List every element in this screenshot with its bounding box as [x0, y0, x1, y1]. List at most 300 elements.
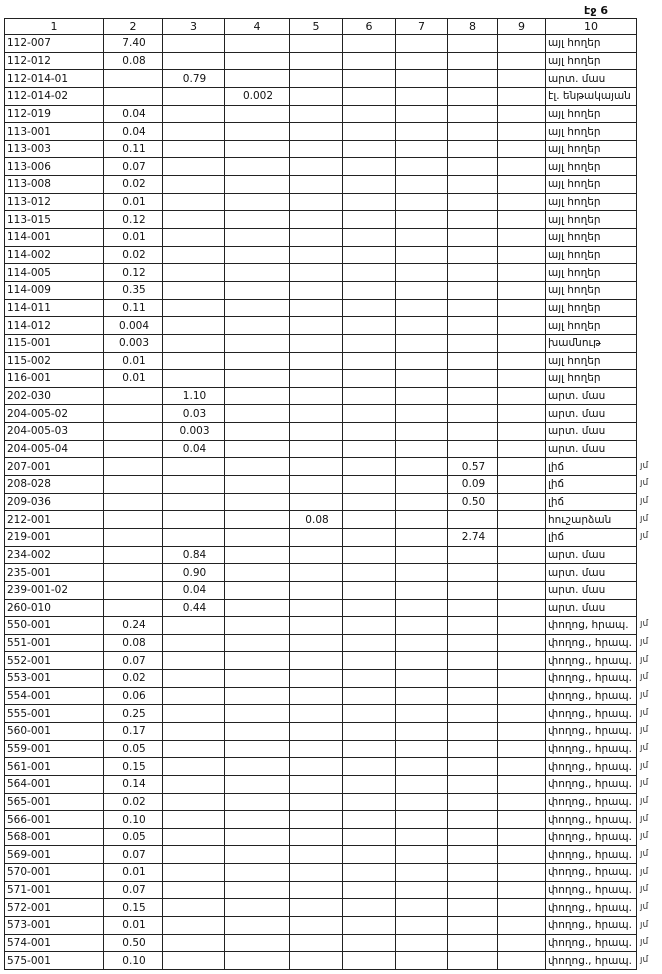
- margin-mark: յմ: [640, 813, 649, 824]
- margin-mark: յմ: [640, 866, 649, 877]
- area-cell-col7: [396, 440, 448, 458]
- area-cell-col9: [498, 881, 546, 899]
- land-use-cell: այլ հողեր: [546, 193, 637, 211]
- area-cell-col9: [498, 952, 546, 970]
- area-cell-col8: [448, 105, 498, 123]
- area-cell-col3: [163, 634, 225, 652]
- parcel-code-cell: 202-030: [5, 387, 104, 405]
- land-use-cell: այլ հողեր: [546, 105, 637, 123]
- area-cell-col6: [343, 687, 396, 705]
- table-row: [5, 634, 637, 652]
- area-cell-col4: [225, 317, 290, 335]
- area-cell-col4: [225, 899, 290, 917]
- margin-mark: յմ: [640, 707, 649, 718]
- area-cell-col8: [448, 758, 498, 776]
- area-cell-col7: [396, 211, 448, 229]
- area-cell-col6: [343, 634, 396, 652]
- area-cell-col7: [396, 476, 448, 494]
- area-cell-col7: [396, 564, 448, 582]
- area-cell-col7: [396, 140, 448, 158]
- margin-mark: յմ: [640, 743, 649, 753]
- table-row: [5, 599, 637, 617]
- parcel-code-cell: 112-014-02: [5, 87, 104, 105]
- area-cell-col8: [448, 440, 498, 458]
- table-row: [5, 581, 637, 599]
- area-cell-col2: [104, 476, 163, 494]
- area-cell-col7: [396, 352, 448, 370]
- area-cell-col2: 0.10: [104, 952, 163, 970]
- area-cell-col5: [290, 599, 343, 617]
- area-cell-col7: [396, 722, 448, 740]
- area-cell-col8: [448, 581, 498, 599]
- area-cell-col5: [290, 158, 343, 176]
- table-row: [5, 35, 637, 53]
- parcel-code-cell: 113-001: [5, 123, 104, 141]
- area-cell-col9: [498, 246, 546, 264]
- area-cell-col3: 0.84: [163, 546, 225, 564]
- table-row: [5, 423, 637, 441]
- area-cell-col7: [396, 123, 448, 141]
- area-cell-col9: [498, 176, 546, 194]
- table-row: [5, 476, 637, 494]
- land-use-cell: լիճ: [546, 458, 637, 476]
- area-cell-col6: [343, 317, 396, 335]
- parcel-code-cell: 570-001: [5, 864, 104, 882]
- margin-mark: յմ: [640, 672, 649, 683]
- land-use-cell: լիճ: [546, 528, 637, 546]
- land-use-cell: փողոց, հրապ.: [546, 617, 637, 635]
- area-cell-col6: [343, 740, 396, 758]
- parcel-code-cell: 115-002: [5, 352, 104, 370]
- area-cell-col9: [498, 158, 546, 176]
- area-cell-col7: [396, 599, 448, 617]
- area-cell-col5: [290, 105, 343, 123]
- area-cell-col8: 2.74: [448, 528, 498, 546]
- area-cell-col2: 0.004: [104, 317, 163, 335]
- land-use-cell: փողոց., հրապ.: [546, 687, 637, 705]
- area-cell-col2: 0.02: [104, 793, 163, 811]
- area-cell-col2: 0.07: [104, 881, 163, 899]
- area-cell-col3: [163, 140, 225, 158]
- area-cell-col3: [163, 811, 225, 829]
- area-cell-col9: [498, 722, 546, 740]
- area-cell-col4: [225, 405, 290, 423]
- area-cell-col5: [290, 740, 343, 758]
- column-header-5: 5: [290, 19, 343, 35]
- area-cell-col6: [343, 511, 396, 529]
- margin-mark: յմ: [640, 478, 649, 489]
- land-use-cell: խամնութ: [546, 334, 637, 352]
- land-use-cell: փողոց., հրապ.: [546, 811, 637, 829]
- land-use-cell: այլ հողեր: [546, 158, 637, 176]
- area-cell-col3: 0.90: [163, 564, 225, 582]
- area-cell-col4: [225, 740, 290, 758]
- area-cell-col4: [225, 581, 290, 599]
- area-cell-col2: [104, 440, 163, 458]
- area-cell-col5: [290, 211, 343, 229]
- area-cell-col2: 0.25: [104, 705, 163, 723]
- column-header-3: 3: [163, 19, 225, 35]
- area-cell-col9: [498, 917, 546, 935]
- area-cell-col7: [396, 687, 448, 705]
- area-cell-col8: [448, 211, 498, 229]
- area-cell-col3: [163, 934, 225, 952]
- area-cell-col3: [163, 617, 225, 635]
- area-cell-col8: [448, 917, 498, 935]
- area-cell-col9: [498, 899, 546, 917]
- land-use-cell: արտ. մաս: [546, 564, 637, 582]
- area-cell-col8: [448, 687, 498, 705]
- table-row: [5, 370, 637, 388]
- parcel-code-cell: 204-005-02: [5, 405, 104, 423]
- area-cell-col2: [104, 387, 163, 405]
- parcel-code-cell: 574-001: [5, 934, 104, 952]
- parcel-code-cell: 115-001: [5, 334, 104, 352]
- area-cell-col5: [290, 246, 343, 264]
- area-cell-col2: 0.01: [104, 917, 163, 935]
- parcel-code-cell: 112-007: [5, 35, 104, 53]
- table-row: [5, 458, 637, 476]
- area-cell-col7: [396, 405, 448, 423]
- area-cell-col6: [343, 352, 396, 370]
- area-cell-col6: [343, 775, 396, 793]
- parcel-code-cell: 564-001: [5, 775, 104, 793]
- area-cell-col2: [104, 528, 163, 546]
- table-row: [5, 70, 637, 88]
- area-cell-col5: [290, 370, 343, 388]
- area-cell-col4: [225, 35, 290, 53]
- area-cell-col4: [225, 687, 290, 705]
- parcel-code-cell: 112-019: [5, 105, 104, 123]
- table-row: [5, 229, 637, 247]
- area-cell-col7: [396, 458, 448, 476]
- area-cell-col6: [343, 423, 396, 441]
- area-cell-col7: [396, 881, 448, 899]
- area-cell-col8: [448, 670, 498, 688]
- land-use-cell: արտ. մաս: [546, 70, 637, 88]
- area-cell-col7: [396, 793, 448, 811]
- area-cell-col8: [448, 87, 498, 105]
- parcel-code-cell: 568-001: [5, 828, 104, 846]
- table-row: [5, 758, 637, 776]
- area-cell-col5: [290, 634, 343, 652]
- area-cell-col6: [343, 140, 396, 158]
- parcel-code-cell: 113-006: [5, 158, 104, 176]
- land-use-cell: այլ հողեր: [546, 211, 637, 229]
- area-cell-col3: 1.10: [163, 387, 225, 405]
- column-header-2: 2: [104, 19, 163, 35]
- area-cell-col7: [396, 581, 448, 599]
- table-row: [5, 899, 637, 917]
- table-row: [5, 740, 637, 758]
- area-cell-col2: 0.11: [104, 299, 163, 317]
- area-cell-col8: [448, 246, 498, 264]
- table-row: [5, 811, 637, 829]
- area-cell-col3: [163, 211, 225, 229]
- area-cell-col9: [498, 140, 546, 158]
- area-cell-col9: [498, 652, 546, 670]
- parcel-code-cell: 114-009: [5, 281, 104, 299]
- land-use-cell: արտ. մաս: [546, 423, 637, 441]
- area-cell-col4: [225, 864, 290, 882]
- area-cell-col3: [163, 528, 225, 546]
- area-cell-col6: [343, 70, 396, 88]
- area-cell-col4: [225, 246, 290, 264]
- margin-mark: յմ: [640, 619, 649, 630]
- area-cell-col8: [448, 634, 498, 652]
- table-row: [5, 775, 637, 793]
- table-row: [5, 652, 637, 670]
- table-row: [5, 387, 637, 405]
- parcel-code-cell: 575-001: [5, 952, 104, 970]
- area-cell-col2: 0.01: [104, 864, 163, 882]
- land-use-cell: այլ հողեր: [546, 370, 637, 388]
- area-cell-col3: [163, 652, 225, 670]
- area-cell-col3: [163, 899, 225, 917]
- area-cell-col9: [498, 581, 546, 599]
- area-cell-col4: [225, 476, 290, 494]
- parcel-code-cell: 209-036: [5, 493, 104, 511]
- land-use-cell: փողոց., հրապ.: [546, 828, 637, 846]
- table-row: [5, 176, 637, 194]
- area-cell-col9: [498, 758, 546, 776]
- area-cell-col5: [290, 176, 343, 194]
- area-cell-col4: [225, 105, 290, 123]
- parcel-code-cell: 260-010: [5, 599, 104, 617]
- column-header-8: 8: [448, 19, 498, 35]
- area-cell-col7: [396, 35, 448, 53]
- table-row: [5, 934, 637, 952]
- parcel-code-cell: 550-001: [5, 617, 104, 635]
- parcel-code-cell: 571-001: [5, 881, 104, 899]
- area-cell-col9: [498, 634, 546, 652]
- area-cell-col8: [448, 846, 498, 864]
- area-cell-col4: [225, 917, 290, 935]
- area-cell-col2: 0.07: [104, 652, 163, 670]
- table-row: [5, 334, 637, 352]
- area-cell-col2: 0.02: [104, 176, 163, 194]
- area-cell-col6: [343, 564, 396, 582]
- area-cell-col9: [498, 934, 546, 952]
- table-row: [5, 52, 637, 70]
- area-cell-col9: [498, 440, 546, 458]
- area-cell-col3: [163, 281, 225, 299]
- area-cell-col2: 0.50: [104, 934, 163, 952]
- area-cell-col8: [448, 511, 498, 529]
- area-cell-col2: 0.07: [104, 158, 163, 176]
- area-cell-col8: [448, 123, 498, 141]
- area-cell-col3: 0.04: [163, 581, 225, 599]
- area-cell-col7: [396, 740, 448, 758]
- area-cell-col9: [498, 211, 546, 229]
- area-cell-col6: [343, 881, 396, 899]
- area-cell-col4: [225, 140, 290, 158]
- area-cell-col6: [343, 864, 396, 882]
- area-cell-col8: [448, 864, 498, 882]
- area-cell-col9: [498, 564, 546, 582]
- area-cell-col7: [396, 387, 448, 405]
- area-cell-col7: [396, 528, 448, 546]
- area-cell-col7: [396, 758, 448, 776]
- area-cell-col6: [343, 476, 396, 494]
- parcel-code-cell: 219-001: [5, 528, 104, 546]
- area-cell-col7: [396, 864, 448, 882]
- area-cell-col3: [163, 952, 225, 970]
- area-cell-col2: 0.15: [104, 758, 163, 776]
- parcel-code-cell: 113-008: [5, 176, 104, 194]
- area-cell-col5: [290, 405, 343, 423]
- area-cell-col4: [225, 123, 290, 141]
- area-cell-col2: 0.07: [104, 846, 163, 864]
- area-cell-col3: [163, 35, 225, 53]
- area-cell-col9: [498, 493, 546, 511]
- area-cell-col4: [225, 158, 290, 176]
- land-use-cell: փողոց., հրապ.: [546, 758, 637, 776]
- margin-mark: յմ: [640, 795, 649, 806]
- area-cell-col3: [163, 158, 225, 176]
- area-cell-col5: [290, 793, 343, 811]
- table-row: [5, 864, 637, 882]
- area-cell-col3: [163, 264, 225, 282]
- area-cell-col2: [104, 564, 163, 582]
- area-cell-col8: [448, 299, 498, 317]
- parcel-code-cell: 113-012: [5, 193, 104, 211]
- area-cell-col5: [290, 617, 343, 635]
- area-cell-col4: [225, 511, 290, 529]
- margin-mark: յմ: [640, 495, 649, 506]
- parcel-code-cell: 552-001: [5, 652, 104, 670]
- area-cell-col4: [225, 334, 290, 352]
- parcel-code-cell: 565-001: [5, 793, 104, 811]
- land-use-cell: այլ հողեր: [546, 35, 637, 53]
- area-cell-col6: [343, 934, 396, 952]
- area-cell-col2: 0.14: [104, 775, 163, 793]
- area-cell-col3: [163, 864, 225, 882]
- area-cell-col7: [396, 775, 448, 793]
- area-cell-col8: [448, 317, 498, 335]
- area-cell-col8: [448, 35, 498, 53]
- area-cell-col3: [163, 246, 225, 264]
- area-cell-col4: [225, 881, 290, 899]
- area-cell-col9: [498, 687, 546, 705]
- area-cell-col5: [290, 493, 343, 511]
- area-cell-col7: [396, 193, 448, 211]
- area-cell-col5: [290, 35, 343, 53]
- area-cell-col6: [343, 35, 396, 53]
- area-cell-col9: [498, 334, 546, 352]
- area-cell-col9: [498, 458, 546, 476]
- area-cell-col4: [225, 564, 290, 582]
- area-cell-col7: [396, 281, 448, 299]
- area-cell-col2: 0.003: [104, 334, 163, 352]
- area-cell-col2: [104, 458, 163, 476]
- area-cell-col8: [448, 140, 498, 158]
- area-cell-col5: [290, 864, 343, 882]
- page-number: էջ 6: [584, 4, 608, 17]
- land-use-cell: փողոց., հրապ.: [546, 864, 637, 882]
- area-cell-col7: [396, 158, 448, 176]
- area-cell-col5: [290, 828, 343, 846]
- area-cell-col4: [225, 758, 290, 776]
- area-cell-col3: [163, 828, 225, 846]
- area-cell-col6: [343, 387, 396, 405]
- area-cell-col3: [163, 740, 225, 758]
- area-cell-col3: [163, 476, 225, 494]
- area-cell-col5: [290, 440, 343, 458]
- margin-mark: յմ: [640, 919, 649, 930]
- area-cell-col8: [448, 705, 498, 723]
- area-cell-col7: [396, 264, 448, 282]
- land-use-cell: այլ հողեր: [546, 52, 637, 70]
- area-cell-col2: 0.10: [104, 811, 163, 829]
- land-use-cell: այլ հողեր: [546, 317, 637, 335]
- land-use-cell: արտ. մաս: [546, 581, 637, 599]
- parcel-code-cell: 573-001: [5, 917, 104, 935]
- area-cell-col8: [448, 811, 498, 829]
- parcel-code-cell: 235-001: [5, 564, 104, 582]
- land-use-cell: հուշարձան: [546, 511, 637, 529]
- parcel-code-cell: 566-001: [5, 811, 104, 829]
- area-cell-col9: [498, 476, 546, 494]
- land-use-cell: փողոց., հրապ.: [546, 652, 637, 670]
- area-cell-col8: [448, 405, 498, 423]
- area-cell-col5: [290, 123, 343, 141]
- land-use-cell: փողոց., հրապ.: [546, 705, 637, 723]
- area-cell-col7: [396, 617, 448, 635]
- area-cell-col6: [343, 670, 396, 688]
- area-cell-col3: [163, 881, 225, 899]
- area-cell-col8: [448, 70, 498, 88]
- area-cell-col2: 0.01: [104, 229, 163, 247]
- area-cell-col9: [498, 617, 546, 635]
- area-cell-col7: [396, 511, 448, 529]
- table-row: [5, 528, 637, 546]
- land-parcel-table: [4, 18, 637, 970]
- table-row: [5, 246, 637, 264]
- area-cell-col6: [343, 105, 396, 123]
- area-cell-col7: [396, 317, 448, 335]
- area-cell-col4: [225, 264, 290, 282]
- area-cell-col4: [225, 599, 290, 617]
- table-row: [5, 193, 637, 211]
- land-use-cell: այլ հողեր: [546, 176, 637, 194]
- area-cell-col3: [163, 758, 225, 776]
- parcel-code-cell: 559-001: [5, 740, 104, 758]
- area-cell-col7: [396, 546, 448, 564]
- area-cell-col3: [163, 917, 225, 935]
- table-row: [5, 317, 637, 335]
- area-cell-col4: [225, 229, 290, 247]
- area-cell-col9: [498, 528, 546, 546]
- area-cell-col3: [163, 334, 225, 352]
- column-header-9: 9: [498, 19, 546, 35]
- area-cell-col7: [396, 952, 448, 970]
- land-use-cell: փողոց., հրապ.: [546, 881, 637, 899]
- area-cell-col6: [343, 176, 396, 194]
- parcel-code-cell: 551-001: [5, 634, 104, 652]
- area-cell-col6: [343, 158, 396, 176]
- area-cell-col5: [290, 581, 343, 599]
- area-cell-col5: [290, 423, 343, 441]
- area-cell-col6: [343, 793, 396, 811]
- area-cell-col2: 0.01: [104, 193, 163, 211]
- area-cell-col6: [343, 828, 396, 846]
- area-cell-col6: [343, 370, 396, 388]
- area-cell-col9: [498, 123, 546, 141]
- area-cell-col3: [163, 705, 225, 723]
- area-cell-col6: [343, 334, 396, 352]
- area-cell-col2: [104, 87, 163, 105]
